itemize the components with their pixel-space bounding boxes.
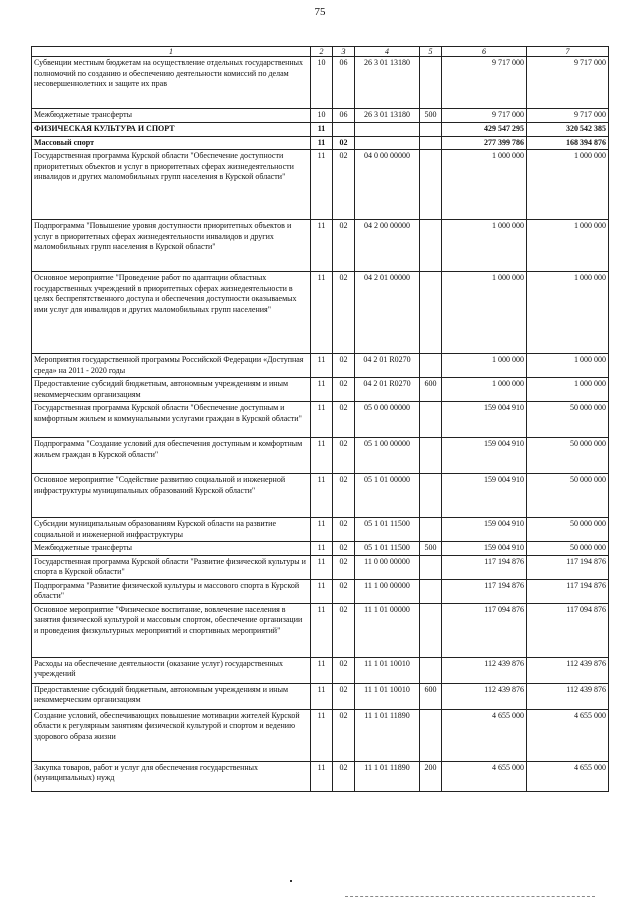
row-section: 11 [311,136,333,150]
row-amount-1: 1 000 000 [442,150,527,220]
row-name: Подпрограмма "Создание условий для обеспечения доступным и комфортным жильем граждан в Курской области" [32,438,311,474]
row-expense-type [420,438,442,474]
row-amount-1: 277 399 786 [442,136,527,150]
row-target-article: 04 2 01 R0270 [355,378,420,402]
row-amount-1: 1 000 000 [442,378,527,402]
row-name: Государственная программа Курской области "Обеспечение доступности приоритетных объектов и услуг в приоритетных сферах жизнедеятельности инвалидов и других маломобильных групп населения в Курской области" [32,150,311,220]
row-amount-1: 429 547 295 [442,123,527,137]
table-row [32,518,609,542]
row-name: Субсидии муниципальным образованиям Курской области на развитие социальной и инженерной инфраструктуры [32,518,311,542]
column-number: 1 [32,47,311,57]
row-subsection: 02 [333,378,355,402]
row-name: Предоставление субсидий бюджетным, автономным учреждениям и иным некоммерческим организациям [32,378,311,402]
row-amount-2: 320 542 385 [527,123,609,137]
row-expense-type [420,272,442,354]
row-section: 11 [311,579,333,603]
row-expense-type: 200 [420,761,442,791]
table-row [32,657,609,683]
row-subsection: 02 [333,709,355,761]
column-number: 5 [420,47,442,57]
row-name: Основное мероприятие "Физическое воспитание, вовлечение населения в занятия физической культурой и массовым спортом, обеспечение организации и проведения физкультурных мероприятий и спортивных мероприятий" [32,603,311,657]
row-expense-type [420,136,442,150]
table-row [32,354,609,378]
row-expense-type: 600 [420,378,442,402]
row-target-article: 05 1 01 11500 [355,518,420,542]
stray-mark [290,880,292,882]
row-subsection: 06 [333,109,355,123]
row-target-article: 04 2 01 00000 [355,272,420,354]
row-target-article: 26 3 01 13180 [355,57,420,109]
row-subsection: 02 [333,438,355,474]
column-number: 6 [442,47,527,57]
row-target-article: 11 1 01 11890 [355,761,420,791]
table-row [32,402,609,438]
table-row [32,123,609,137]
row-expense-type [420,57,442,109]
row-section: 11 [311,378,333,402]
row-amount-1: 9 717 000 [442,57,527,109]
row-amount-2: 1 000 000 [527,378,609,402]
row-amount-1: 4 655 000 [442,709,527,761]
row-target-article: 11 1 00 00000 [355,579,420,603]
row-section: 10 [311,57,333,109]
row-section: 11 [311,657,333,683]
row-target-article [355,123,420,137]
row-section: 11 [311,709,333,761]
row-target-article [355,136,420,150]
row-amount-2: 9 717 000 [527,57,609,109]
row-section: 11 [311,542,333,556]
row-section: 11 [311,474,333,518]
page-number: 75 [314,6,326,18]
row-amount-2: 112 439 876 [527,683,609,709]
row-section: 11 [311,683,333,709]
row-amount-1: 9 717 000 [442,109,527,123]
row-name: Государственная программа Курской области "Развитие физической культуры и спорта в Курской области" [32,555,311,579]
row-expense-type [420,402,442,438]
row-subsection: 02 [333,683,355,709]
row-name: Основное мероприятие "Содействие развитию социальной и инженерной инфраструктуры муниципальных образований Курской области" [32,474,311,518]
row-section: 11 [311,518,333,542]
row-subsection: 02 [333,220,355,272]
row-amount-2: 9 717 000 [527,109,609,123]
row-name: ФИЗИЧЕСКАЯ КУЛЬТУРА И СПОРТ [32,123,311,137]
table-row [32,220,609,272]
row-subsection: 06 [333,57,355,109]
footer-rule [345,896,595,897]
row-amount-1: 112 439 876 [442,683,527,709]
row-target-article: 05 0 00 00000 [355,402,420,438]
row-subsection: 02 [333,150,355,220]
row-target-article: 11 1 01 00000 [355,603,420,657]
row-subsection: 02 [333,518,355,542]
table-row [32,542,609,556]
table-row [32,378,609,402]
row-name: Закупка товаров, работ и услуг для обеспечения государственных (муниципальных) нужд [32,761,311,791]
table-row [32,603,609,657]
row-target-article: 04 0 00 00000 [355,150,420,220]
row-name: Предоставление субсидий бюджетным, автономным учреждениям и иным некоммерческим организациям [32,683,311,709]
row-amount-1: 112 439 876 [442,657,527,683]
row-expense-type [420,657,442,683]
row-name: Создание условий, обеспечивающих повышение мотивации жителей Курской области к регулярным занятиям физической культурой и спортом и ведению здорового образа жизни [32,709,311,761]
row-name: Субвенции местным бюджетам на осуществление отдельных государственных полномочий по созданию и обеспечению деятельности комиссий по делам несовершеннолетних и защите их прав [32,57,311,109]
row-section: 11 [311,438,333,474]
row-amount-1: 4 655 000 [442,761,527,791]
row-expense-type: 500 [420,542,442,556]
row-name: Подпрограмма "Развитие физической культуры и массового спорта в Курской области" [32,579,311,603]
row-section: 11 [311,272,333,354]
row-name: Межбюджетные трансферты [32,109,311,123]
row-target-article: 26 3 01 13180 [355,109,420,123]
row-amount-2: 117 194 876 [527,579,609,603]
row-amount-2: 1 000 000 [527,272,609,354]
row-expense-type: 600 [420,683,442,709]
row-amount-2: 50 000 000 [527,542,609,556]
row-subsection: 02 [333,555,355,579]
row-target-article: 11 1 01 10010 [355,657,420,683]
row-amount-2: 117 194 876 [527,555,609,579]
row-target-article: 04 2 00 00000 [355,220,420,272]
table-row [32,555,609,579]
column-number: 3 [333,47,355,57]
row-section: 11 [311,402,333,438]
row-amount-1: 159 004 910 [442,474,527,518]
table-row [32,438,609,474]
row-subsection: 02 [333,579,355,603]
row-subsection: 02 [333,603,355,657]
row-amount-1: 159 004 910 [442,542,527,556]
row-target-article: 05 1 01 00000 [355,474,420,518]
row-target-article: 05 1 01 11500 [355,542,420,556]
row-subsection: 02 [333,761,355,791]
row-expense-type [420,709,442,761]
row-amount-1: 159 004 910 [442,518,527,542]
row-name: Массовый спорт [32,136,311,150]
column-number: 7 [527,47,609,57]
row-section: 11 [311,150,333,220]
row-section: 11 [311,603,333,657]
table-row [32,136,609,150]
row-section: 11 [311,123,333,137]
row-name: Мероприятия государственной программы Российской Федерации «Доступная среда» на 2011 - 2020 годы [32,354,311,378]
row-amount-2: 1 000 000 [527,220,609,272]
row-target-article: 05 1 00 00000 [355,438,420,474]
row-section: 11 [311,555,333,579]
row-amount-2: 1 000 000 [527,354,609,378]
row-amount-1: 159 004 910 [442,438,527,474]
row-target-article: 11 1 01 11890 [355,709,420,761]
row-expense-type [420,354,442,378]
row-amount-2: 50 000 000 [527,474,609,518]
row-amount-2: 50 000 000 [527,402,609,438]
row-subsection: 02 [333,474,355,518]
table-row [32,761,609,791]
row-name: Подпрограмма "Повышение уровня доступности приоритетных объектов и услуг в приоритетных сферах жизнедеятельности инвалидов и других маломобильных групп населения в Курской области" [32,220,311,272]
row-expense-type [420,579,442,603]
row-name: Расходы на обеспечение деятельности (оказание услуг) государственных учреждений [32,657,311,683]
row-amount-2: 50 000 000 [527,518,609,542]
row-subsection: 02 [333,272,355,354]
row-target-article: 11 0 00 00000 [355,555,420,579]
row-subsection: 02 [333,657,355,683]
row-expense-type [420,603,442,657]
row-section: 11 [311,220,333,272]
budget-table [31,46,609,792]
row-amount-2: 4 655 000 [527,709,609,761]
table-row [32,57,609,109]
row-section: 10 [311,109,333,123]
table-row [32,474,609,518]
row-name: Государственная программа Курской области "Обеспечение доступным и комфортным жильем и коммунальными услугами граждан в Курской области" [32,402,311,438]
row-target-article: 11 1 01 10010 [355,683,420,709]
row-subsection: 02 [333,402,355,438]
table-row [32,109,609,123]
column-number-row [32,47,609,57]
row-amount-2: 168 394 876 [527,136,609,150]
row-expense-type [420,474,442,518]
row-expense-type [420,555,442,579]
row-expense-type [420,123,442,137]
row-section: 11 [311,354,333,378]
row-amount-1: 159 004 910 [442,402,527,438]
table-row [32,272,609,354]
table-row [32,683,609,709]
row-amount-2: 1 000 000 [527,150,609,220]
row-amount-1: 1 000 000 [442,272,527,354]
column-number: 4 [355,47,420,57]
row-amount-2: 50 000 000 [527,438,609,474]
column-number: 2 [311,47,333,57]
row-amount-1: 117 094 876 [442,603,527,657]
row-expense-type [420,150,442,220]
row-subsection: 02 [333,136,355,150]
row-amount-1: 1 000 000 [442,354,527,378]
row-amount-1: 117 194 876 [442,579,527,603]
row-name: Межбюджетные трансферты [32,542,311,556]
row-subsection: 02 [333,354,355,378]
row-amount-1: 1 000 000 [442,220,527,272]
row-amount-2: 4 655 000 [527,761,609,791]
row-amount-2: 117 094 876 [527,603,609,657]
table-row [32,150,609,220]
table-row [32,709,609,761]
row-subsection: 02 [333,542,355,556]
row-name: Основное мероприятие "Проведение работ по адаптации областных государственных учреждений в приоритетных сферах жизнедеятельности в целях беспрепятственного доступа и обеспечения доступности оказываемых ими услуг для инвалидов и других маломобильных групп населения" [32,272,311,354]
row-expense-type: 500 [420,109,442,123]
row-amount-1: 117 194 876 [442,555,527,579]
row-target-article: 04 2 01 R0270 [355,354,420,378]
row-expense-type [420,220,442,272]
table-row [32,579,609,603]
row-subsection [333,123,355,137]
row-amount-2: 112 439 876 [527,657,609,683]
row-expense-type [420,518,442,542]
row-section: 11 [311,761,333,791]
